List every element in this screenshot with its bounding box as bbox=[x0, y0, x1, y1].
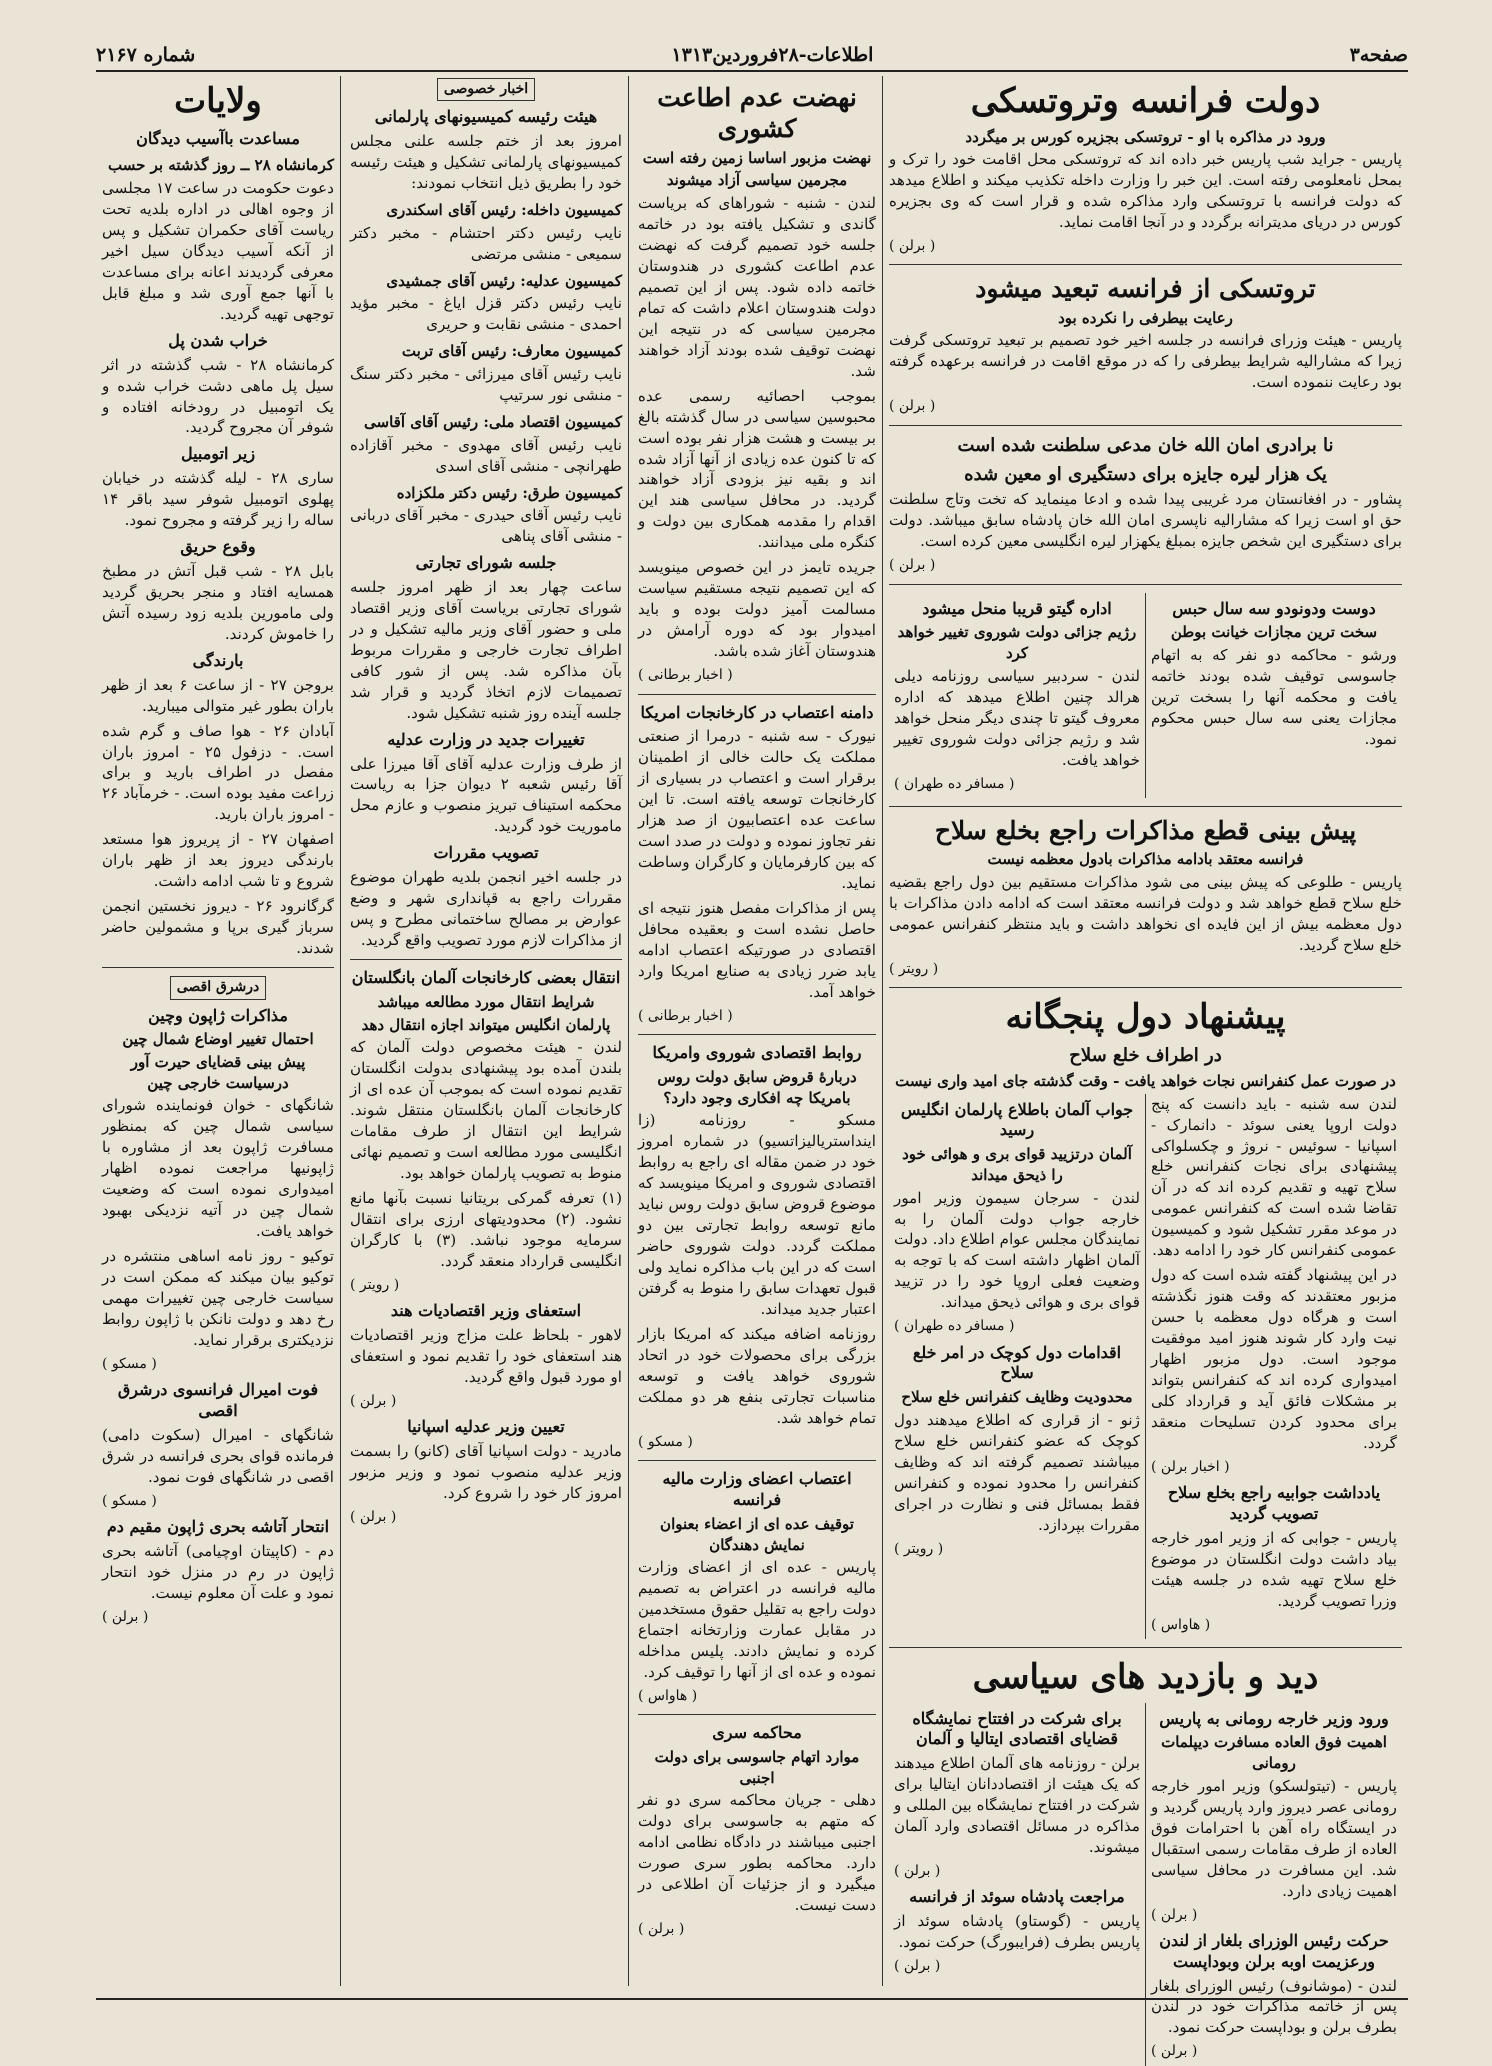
source: ( هاواس ) bbox=[1151, 1616, 1211, 1633]
article-text: برلن - روزنامه های آلمان اطلاع میدهند که یک هیئت از اقتصاددانان ایتالیا برای شرکت در افتتاح نمایشگاه بین المللی و مذاکره در مسائل اقتصادی وارد آلمان میشوند. bbox=[894, 1754, 1140, 1857]
article-text: دهلی - جریان محاکمه سری دو نفر که متهم به جاسوسی برای دولت اجنبی میباشند در دادگاه نظامی ادامه دارد. محاکمه بطور سری صورت میگیرد و از جزئیات آن اطلاعی در دست نیست. bbox=[638, 1791, 876, 1915]
subheadline: مجرمین سیاسی آزاد میشوند bbox=[666, 171, 848, 190]
source: ( برلن ) bbox=[889, 398, 936, 415]
article-text: لندن سه شنبه - باید دانست که پنج دولت اروپا یعنی سوئد - دانمارک - اسپانیا - سوئیس - نروژ و چکسلواکی پیشنهادی برای نجات کنفرانس خلع سلاح تهیه و تقدیم کرده اند که در آن تقاضا شده است که کنفرانس عمومی در موعد مقرر تشکیل شود و کمیسیون عمومی کنفرانس کار خود را ادامه دهد. bbox=[1151, 1094, 1397, 1260]
column-provinces bbox=[96, 76, 340, 1986]
subheadline: احتمال تغییر اوضاع شمال چین bbox=[122, 1030, 314, 1049]
article-text: پاریس - عده ای از اعضای وزارت مالیه فرانسه در اعتراض به تصمیم دولت راجع به تقلیل حقوق مستخدمین در مقابل عمارت وزارتخانه اجتماع کرده و نمایش دادند. پلیس مداخله نموده و عده ای از آنها را توقیف کرد. bbox=[638, 1558, 876, 1682]
headline-car-accident: زیر اتومبیل bbox=[180, 444, 256, 464]
source: ( مسکو ) bbox=[102, 1492, 157, 1509]
subheadline: پیش بینی قضایای حیرت آور درسیاست خارجی چین bbox=[130, 1053, 306, 1092]
headline-bridge: خراب شدن پل bbox=[168, 330, 268, 350]
subheadline: یک هزار لیره جایزه برای دستگیری او معین شده bbox=[964, 463, 1327, 485]
commission-item: کمیسیون اقتصاد ملی: رئیس آقای آقاسی bbox=[364, 412, 622, 431]
headline-civil-disobedience: نهضت عدم اطاعت کشوری bbox=[657, 83, 857, 144]
headline-french-admiral: فوت امیرال فرانسوی درشرق اقصی bbox=[117, 1380, 319, 1421]
subheadline: آلمان درتزیید قوای بری و هوائی خود را ذیحق میداند bbox=[902, 1145, 1132, 1184]
headline-political-visits: دید و بازدید های سیاسی bbox=[972, 1657, 1319, 1698]
article-text: جریده تایمز در این خصوص مینویسد که این تصمیم نتیجه مستقیم سیاست مسالمت آمیز دولت بوده و باید امیدوار بود که دوره آرامش در هندوستان آغاز شده باشد. bbox=[638, 558, 876, 661]
headline-us-strikes: دامنه اعتصاب در کارخانجات امریکا bbox=[640, 702, 874, 722]
article-text: پشاور - در افغانستان مرد غریبی پیدا شده و ادعا مینماید که تخت وتاج سلطنت حق او است زیرا که مشارالیه ناپسری امان الله خان پادشاه سابق میباشد. دولت برای دستگیری این شخص جایزه بمبلغ یکهزار لیره انگلیسی معین کرده است. bbox=[889, 490, 1402, 551]
source: ( برلن ) bbox=[102, 1608, 149, 1625]
article-text: لندن - سردبیر سیاسی روزنامه دیلی هرالد چنین اطلاع میدهد که اداره معروف گیتو تا چندی دیگر منحل خواهد شد و رژیم جزائی دولت شوروی تغییر خواهد یافت. bbox=[894, 666, 1140, 769]
article-text: پاریس - طلوعی که پیش بینی می شود مذاکرات مستقیم بین دول راجع بقضیه خلع سلاح قطع خواهد شد و دولت فرانسه معتقد است که ادامه دادن مذاکرات با دول معظمه بیش از این فایده ای نخواهد داشت و باید منتظر کنفرانس عمومی خلع سلاح گردید. bbox=[889, 872, 1402, 954]
article-text: پاریس - (تیتولسکو) وزیر امور خارجه رومانی عصر دیروز وارد پاریس گردید و در ایستگاه راه آهن با احترامات فوق العاده از طرف مقامات رسمی استقبال شد. این مسافرت در محافل سیاسی اهمیت زیادی دارد. bbox=[1151, 1776, 1397, 1900]
article-text: نایب رئیس دکتر قزل ایاغ - مخبر مؤید احمدی - منشی نقابت و حریری bbox=[350, 294, 622, 334]
article-text: در این پیشنهاد گفته شده است که دول مزبور معتقدند که وقت هنوز نگذشته است و هرگاه دول معظمه با حسن نیت وارد کار شوند هنوز امید موفقیت موجود است. دول مزبور اظهار امیدواری کرده اند که کنفرانس بتواند بر مشکلات فائق آید و قرارداد کلی برای محدود کردن تسلیحات منعقد گردد. bbox=[1151, 1266, 1397, 1453]
headline-german-reply: جواب آلمان باطلاع پارلمان انگلیس رسید bbox=[900, 1099, 1134, 1140]
headline-italy-germany: برای شرکت در افتتاح نمایشگاه قضایای اقتصادی ایتالیا و آلمان bbox=[912, 1708, 1122, 1749]
article-text: دعوت حکومت در ساعت ۱۷ مجلسی از وجوه اهالی در اداره بلدیه تحت ریاست آقای حکمران تشکیل و پس از آنکه آسیب دیدگان سیل اخیر معرفی گردیدند اعانه برای مساعدت با آنها جمع آوری شد و مبلغ قابل توجهی تهیه گردید. bbox=[102, 178, 334, 323]
source: ( برلن ) bbox=[350, 1392, 397, 1409]
source: ( برلن ) bbox=[1151, 1906, 1198, 1923]
page-header bbox=[96, 40, 1408, 72]
headline-trade-council: جلسه شورای تجارتی bbox=[415, 553, 557, 573]
page-bottom-rule bbox=[96, 1998, 1408, 2000]
article-text: مسکو - روزنامه (زا اینداستریالیزاتسیو) در شماره امروز خود در ضمن مقاله ای راجع به روابط اقتصادی شوروی و امریکا مینویسد که موضوع قروض سابق دولت روس نباید مانع توسعه روابط تجارتی بین دو مملکت گردد. دولت شوروی حاضر است که در این باب مذاکره نماید ولی قبول تعهدات سابق را منوط به گرفتن اعتبار جدید میداند. bbox=[638, 1111, 876, 1319]
source: ( هاواس ) bbox=[638, 1688, 698, 1704]
headline-fire: وقوع حریق bbox=[180, 537, 256, 557]
commission-item: کمیسیون داخله: رئیس آقای اسکندری bbox=[386, 201, 622, 220]
headline-swedish-king: مراجعت پادشاه سوئد از فرانسه bbox=[909, 1887, 1125, 1907]
headline-five-powers: پیشنهاد دول پنجگانه bbox=[1005, 996, 1286, 1037]
commission-item: کمیسیون معارف: رئیس آقای تربت bbox=[401, 342, 622, 361]
headline-india-minister: استعفای وزیر اقتصادیات هند bbox=[390, 1301, 582, 1321]
source: ( برلن ) bbox=[894, 1958, 941, 1975]
source: ( اخبار برلن ) bbox=[1151, 1459, 1230, 1476]
article-text: شانگهای - امیرال (سکوت دامی) فرمانده قوای بحری فرانسه در شرق اقصی در شانگهای فوت نمود. bbox=[102, 1425, 334, 1486]
source: ( رویتر ) bbox=[889, 960, 939, 977]
subheadline: نهضت مزبور اساسا زمین رفته است bbox=[642, 148, 872, 167]
subheadline: سخت ترین مجازات خیانت بوطن bbox=[1170, 623, 1378, 642]
article-text: پاریس - (گوستاو) پادشاه سوئد از پاریس بطرف (فرایبورگ) حرکت نمود. bbox=[894, 1912, 1140, 1952]
article-text: نایب رئیس آقای میرزائی - مخبر دکتر سنگ - منشی نور سرتیپ bbox=[350, 364, 622, 404]
article-text: آبادان ۲۶ - هوا صاف و گرم شده است. - دزفول ۲۵ - امروز باران مفصل در اطراف بارید و برای زراعت مفید بوده است. - خرمآباد ۲۶ - امروز باران بارید. bbox=[102, 721, 334, 824]
headline-trotsky-exile: تروتسکی از فرانسه تبعید میشود bbox=[975, 274, 1316, 304]
headline-afghan-claimant: نا برادری امان الله خان مدعی سلطنت شده است bbox=[957, 434, 1334, 456]
column-international bbox=[632, 76, 882, 1986]
headline-rain: بارندگی bbox=[192, 650, 244, 670]
headline-romania: ورود وزیر خارجه رومانی به پاریس bbox=[1159, 1708, 1389, 1728]
article-text: بروجن ۲۷ - از ساعت ۶ بعد از ظهر باران بطور غیر متوالی میبارید. bbox=[102, 675, 335, 715]
source: ( اخبار برطانی ) bbox=[638, 1007, 733, 1024]
source: ( برلن ) bbox=[350, 1508, 397, 1525]
two-column-block bbox=[889, 1703, 1402, 2066]
subheadline: ورود در مذاکره با او - تروتسکی بجزیره کورس بر میگردد bbox=[965, 127, 1326, 146]
headline-france-trotsky: دولت فرانسه وتروتسکی bbox=[970, 81, 1321, 121]
headline-spain-justice: تعیین وزیر عدلیه اسپانیا bbox=[407, 1417, 565, 1437]
article-text: لندن - هیئت مخصوص دولت آلمان که بلندن آمده بود پیشنهادی بدولت انگلستان تقدیم نموده است که بموجب آن عده ای از کارخانجات آلمان بانگلستان منتقل شوند. شرایط این انتقال از طرف مقامات انگلیسی مورد مطالعه است و تصمیم نهائی منوط به تصویب پارلمان خواهد بود. bbox=[350, 1038, 622, 1183]
headline-small-states: اقدامات دول کوچک در امر خلع سلاح bbox=[912, 1342, 1122, 1383]
subheadline: رژیم جزائی دولت شوروی تغییر خواهد کرد bbox=[897, 623, 1137, 663]
source: ( برلن ) bbox=[638, 1921, 685, 1938]
subheadline: دربارهٔ قروض سابق دولت روس بامریکا چه افکاری وجود دارد؟ bbox=[657, 1068, 857, 1107]
dateline: کرمانشاه ۲۸ ــ روز گذشته بر حسب bbox=[108, 156, 334, 175]
headline-commissions: هیئت رئیسه کمیسیونهای پارلمانی bbox=[374, 107, 598, 127]
headline-soviet-us: روابط اقتصادی شوروی وامریکا bbox=[652, 1043, 862, 1063]
article-text: بابل ۲۸ - شب قبل آتش در مطبخ همسایه افتاد و منجر بحریق گردید ولی مامورین بلدیه زود رسیده آتش را خاموش کردند. bbox=[102, 561, 334, 643]
headline-disarmament-talks: پیش بینی قطع مذاکرات راجع بخلع سلاح bbox=[934, 815, 1357, 845]
headline-german-factories: انتقال بعضی کارخانجات آلمان بانگلستان bbox=[351, 968, 621, 988]
subheadline: پارلمان انگلیس میتواند اجازه انتقال دهد bbox=[361, 1015, 611, 1034]
subheadline: شرایط انتقال مورد مطالعه میباشد bbox=[377, 992, 595, 1011]
section-kicker: درشرق اقصی bbox=[170, 976, 267, 999]
headline-reply-note: یادداشت جوابیه راجع بخلع سلاح تصویب گردید bbox=[1167, 1483, 1381, 1524]
article-text: نایب رئیس آقای مهدوی - مخبر آقازاده طهرانچی - منشی آقای اسدی bbox=[350, 435, 622, 475]
source: ( برلن ) bbox=[889, 238, 936, 255]
article-text: روزنامه اضافه میکند که امریکا بازار بزرگی برای محصولات خود در اتحاد شوروی خواهد یافت و توسعه مناسبات تجارتی بنفع هر دو مملکت تمام خواهد شد. bbox=[638, 1325, 876, 1427]
column-domestic bbox=[344, 76, 628, 1986]
source: ( مسافر ده طهران ) bbox=[894, 775, 1015, 792]
subheadline: در صورت عمل کنفرانس نجات خواهد یافت - وقت گذشته جای امید واری نیست bbox=[895, 1071, 1396, 1090]
subheadline: اهمیت فوق العاده مسافرت دیپلمات رومانی bbox=[1161, 1733, 1387, 1773]
article-text: پس از مذاکرات مفصل هنوز نتیجه ای حاصل نشده است و بعقیده محافل اقتصادی در صورتیکه اعتصاب ادامه یابد ضرر زیادی به صنایع امریکا وارد خواهد آمد. bbox=[638, 899, 876, 1001]
article-text: امروز بعد از ختم جلسه علنی مجلس کمیسیونهای پارلمانی تشکیل و هیئت رئیسه خود را بطریق ذیل انتخاب نمودند: bbox=[350, 132, 622, 193]
subheadline: موارد اتهام جاسوسی برای دولت اجنبی bbox=[654, 1748, 860, 1787]
source: ( مسافر ده طهران ) bbox=[894, 1318, 1015, 1335]
headline-bulgaria: حرکت رئیس الوزرای بلغار از لندن ورعزیمت اوبه برلن وبوداپست bbox=[1159, 1930, 1389, 1971]
article-text: لندن - سرجان سیمون وزیر امور خارجه جواب دولت آلمان را به نمایندگان مجلس عوام اطلاع داد. دولت آلمان اظهار داشته است که با توجه به وضعیت فعلی اروپا خود را در تزیید قوای بری و هوائی ذیحق میداند. bbox=[894, 1188, 1140, 1312]
column-rule bbox=[340, 76, 341, 1986]
source: ( برلن ) bbox=[1151, 2043, 1198, 2060]
article-text: توکیو - روز نامه اساهی منتشره در توکیو بیان میکند که ممکن است در سیاست خارجی چین تغییرات مهمی رخ دهد و دولت نانکن با ژاپون روابط نزدیکتری برقرار نماید. bbox=[102, 1247, 334, 1350]
article-text: مادرید - دولت اسپانیا آقای (کانو) را بسمت وزیر عدلیه منصوب نمود و وزیر مزبور امروز کار خود را شروع کرد. bbox=[350, 1442, 622, 1502]
commission-item: کمیسیون طرق: رئیس دکتر ملکزاده bbox=[396, 483, 622, 502]
source: ( رویتر ) bbox=[894, 1540, 944, 1557]
two-column-block bbox=[889, 593, 1402, 798]
headline-justice-changes: تغییرات جدید در وزارت عدلیه bbox=[387, 729, 585, 749]
article-text: نیورک - سه شنبه - درمرا از صنعتی مملکت یک حالت خالی از اطمینان برقرار است و اعتصاب در بسیاری از کارخانجات توسعه یافته است. تا این ساعت عده اعتصابیون از صد هزار نفر تجاوز نموده و دولت در صدد است که بین کارفرمایان و کارگران وساطت نماید. bbox=[638, 727, 876, 893]
section-title-provinces: ولایات bbox=[174, 81, 262, 121]
issue-number: شماره ۲۱۶۷ bbox=[96, 44, 196, 66]
section-kicker: اخبار خصوصی bbox=[437, 78, 535, 101]
headline-regulations: تصویب مقررات bbox=[433, 843, 539, 863]
commission-item: کمیسیون عدلیه: رئیس آقای جمشیدی bbox=[386, 271, 622, 290]
source: ( مسکو ) bbox=[102, 1356, 157, 1372]
headline-japan-china: مذاکرات ژاپون وچین bbox=[148, 1005, 288, 1025]
article-text: شانگهای - خوان فونماینده شورای سیاسی شمال چین که بمنظور مسافرت ژاپون بعد از مشاوره با ژاپونیها مراجعت نموده اظهار امیدواری نموده است که وضعیت شمال چین در آتیه نزدیکی بهبود خواهد یافت. bbox=[102, 1096, 334, 1241]
article-text: پاریس - جراید شب پاریس خبر داده اند که تروتسکی محل اقامت خود را ترک و بمحل نامعلومی رفته است. این خبر را وزارت داخله تکذیب میکند و اطلاع میدهد که دولت فرانسه با تروتسکی وارد مذاکره شده و قرار است که وی بجزیره کورس در دریای مدیترانه برگردد و در آنجا اقامت نماید. bbox=[889, 150, 1402, 232]
subheadline: در اطراف خلع سلاح bbox=[1069, 1045, 1222, 1067]
source: ( مسکو ) bbox=[638, 1433, 693, 1450]
subheadline: توقیف عده ای از اعضاء بعنوان نمایش دهندگان bbox=[660, 1514, 854, 1554]
subheadline: فرانسه معتقد بادامه مذاکرات بادول معظمه نیست bbox=[987, 850, 1304, 869]
article-text: پاریس - هیئت وزرای فرانسه در جلسه اخیر خود تصمیم بر تبعید تروتسکی گرفت زیرا که مشارالیه شرایط بیطرفی را که در موقع اقامت در فرانسه برعهده گرفته بود رعایت ننموده است. bbox=[889, 331, 1402, 392]
article-text: گرگانرود ۲۶ - دیروز نخستین انجمن سرباز گیری برپا و مشمولین حاضر شدند. bbox=[102, 897, 334, 958]
article-text: (۱) تعرفه گمرکی بریتانیا نسبت بآنها مانع نشود. (۲) محدودیتهای ارزی برای انتقال سرمایه موجود نباشد. (۳) با کارگران انگلیسی قرارداد منعقد گردد. bbox=[350, 1189, 622, 1270]
source: ( برلن ) bbox=[889, 557, 936, 574]
article-text: ژنو - از قراری که اطلاع میدهند دول کوچک که عضو کنفرانس خلع سلاح میباشند تصمیم گرفته اند که وظایف کنفرانس را محدود نموده و کنفرانس فقط بمسائل فنی و نظارت در اجرای مقررات بپردازد. bbox=[894, 1410, 1140, 1534]
column-rule bbox=[882, 76, 883, 1986]
column-world-news bbox=[883, 76, 1408, 2060]
subheadline: محدودیت وظایف کنفرانس خلع سلاح bbox=[901, 1388, 1133, 1407]
article-text: لندن - (موشانوف) رئیس الوزرای بلغار پس از خاتمه مذاکرات خود در لندن بطرف برلن و بوداپست حرکت نمود. bbox=[1151, 1976, 1397, 2037]
source: ( اخبار برطانی ) bbox=[638, 667, 733, 684]
headline-espionage: دوست ودونودو سه سال حبس bbox=[1172, 598, 1376, 618]
article-text: ساری ۲۸ - لیله گذشته در خیابان پهلوی اتومبیل شوفر سید باقر ۱۴ ساله را زیر گرفته و مجروح نمود. bbox=[102, 469, 334, 530]
headline-relief: مساعدت باآسیب دیدگان bbox=[136, 128, 300, 148]
two-column-block bbox=[889, 1094, 1402, 1640]
headline-japanese-attache: انتحار آتاشه بحری ژاپون مقیم دم bbox=[106, 1517, 330, 1537]
article-text: کرمانشاه ۲۸ - شب گذشته در اثر سیل پل ماهی دشت خراب شده و یک اتومبیل در رودخانه افتاده و شوفر آن مجروح گردید. bbox=[102, 355, 334, 437]
article-text: بموجب احصائیه رسمی عده محبوسین سیاسی در سال گذشته بالغ بر بیست و هشت هزار نفر بوده است که تا کنون عده زیادی از آنها آزاد شده اند و بقیه نیز بزودی آزاد خواهند گردید. در محافل سیاسی هند این اقدام را مقدمه همکاری بین دولت و کنگره ملی میدانند. bbox=[638, 386, 876, 552]
article-text: ورشو - محاکمه دو نفر که به اتهام جاسوسی توقیف شده بودند خاتمه یافت و محکمه آنها را بسخت ترین مجازات یعنی سه سال حبس محکوم نمود. bbox=[1151, 646, 1397, 748]
article-text: نایب رئیس آقای حیدری - مخبر آقای دربانی - منشی آقای پناهی bbox=[350, 506, 622, 546]
article-text: اصفهان ۲۷ - از پریروز هوا مستعد بارندگی دیروز بعد از ظهر باران شروع و تا شب ادامه داشت. bbox=[102, 830, 334, 891]
article-text: لندن - شنبه - شوراهای که بریاست گاندی و تشکیل یافته بود در خاتمه جلسه خود تصمیم گرفت که نهضت عدم اطاعت کشوری در هندوستان خاتمه داده شود. پس از این تصمیم دولت هندوستان اعلام داشت که تمام مجرمین سیاسی که در نتیجه این نهضت توقیف شده بودند آزاد خواهند شد. bbox=[638, 193, 876, 380]
article-text: دم - (کاپیتان اوچیامی) آتاشه بحری ژاپون در رم در منزل خود انتحار نمود و علت آن معلوم نیست. bbox=[102, 1541, 334, 1602]
headline-finance-strike: اعتصاب اعضای وزارت مالیه فرانسه bbox=[662, 1469, 852, 1510]
headline-secret-trial: محاکمه سری bbox=[712, 1723, 802, 1743]
headline-gpu: اداره گیتو قریبا منحل میشود bbox=[922, 598, 1112, 618]
article-text: نایب رئیس دکتر احتشام - مخبر دکتر سمیعی - منشی مرتضی bbox=[350, 223, 622, 263]
column-rule bbox=[628, 76, 629, 1986]
article-text: ساعت چهار بعد از ظهر امروز جلسه شورای تجارتی بریاست آقای وزیر اقتصاد ملی و حضور آقای وزیر مالیه تشکیل و در اطراف تجارت خارجی و مقررات مربوط بآن مذاکره شد. پس از شور کافی تصمیمات لازم اتخاذ گردید و قرار شد جلسه آینده روز شنبه تشکیل شود. bbox=[350, 577, 622, 722]
article-text: در جلسه اخیر انجمن بلدیه طهران موضوع مقررات راجع به قپانداری شهر و وضع عوارض بر مصالح ساختمانی مطرح و پس از مذاکرات لازم مورد تصویب واقع گردید. bbox=[350, 868, 622, 950]
masthead-date: اطلاعات-۲۸فروردین۱۳۱۳ bbox=[671, 44, 874, 66]
source: ( رویتر ) bbox=[350, 1276, 400, 1293]
article-text: پاریس - جوابی که از وزیر امور خارجه بیاد داشت دولت انگلستان در موضوع خلع سلاح تهیه شده در جلسه هیئت وزرا تصویب گردید. bbox=[1151, 1528, 1397, 1610]
source: ( برلن ) bbox=[894, 1863, 941, 1880]
page-number: صفحه۳ bbox=[1349, 44, 1408, 66]
article-text: لاهور - بلحاظ علت مزاج وزیر اقتصادیات هند استعفای خود را تقدیم نمود و استعفای او مورد قبول واقع گردید. bbox=[350, 1326, 622, 1386]
article-text: از طرف وزارت عدلیه آقای آقا میرزا علی آقا رئیس شعبه ۲ دیوان جزا به ریاست محکمه استیناف تبریز منصوب و عازم محل ماموریت خود گردید. bbox=[350, 754, 622, 836]
subheadline: رعایت بیطرفی را نکرده بود bbox=[1058, 308, 1233, 327]
